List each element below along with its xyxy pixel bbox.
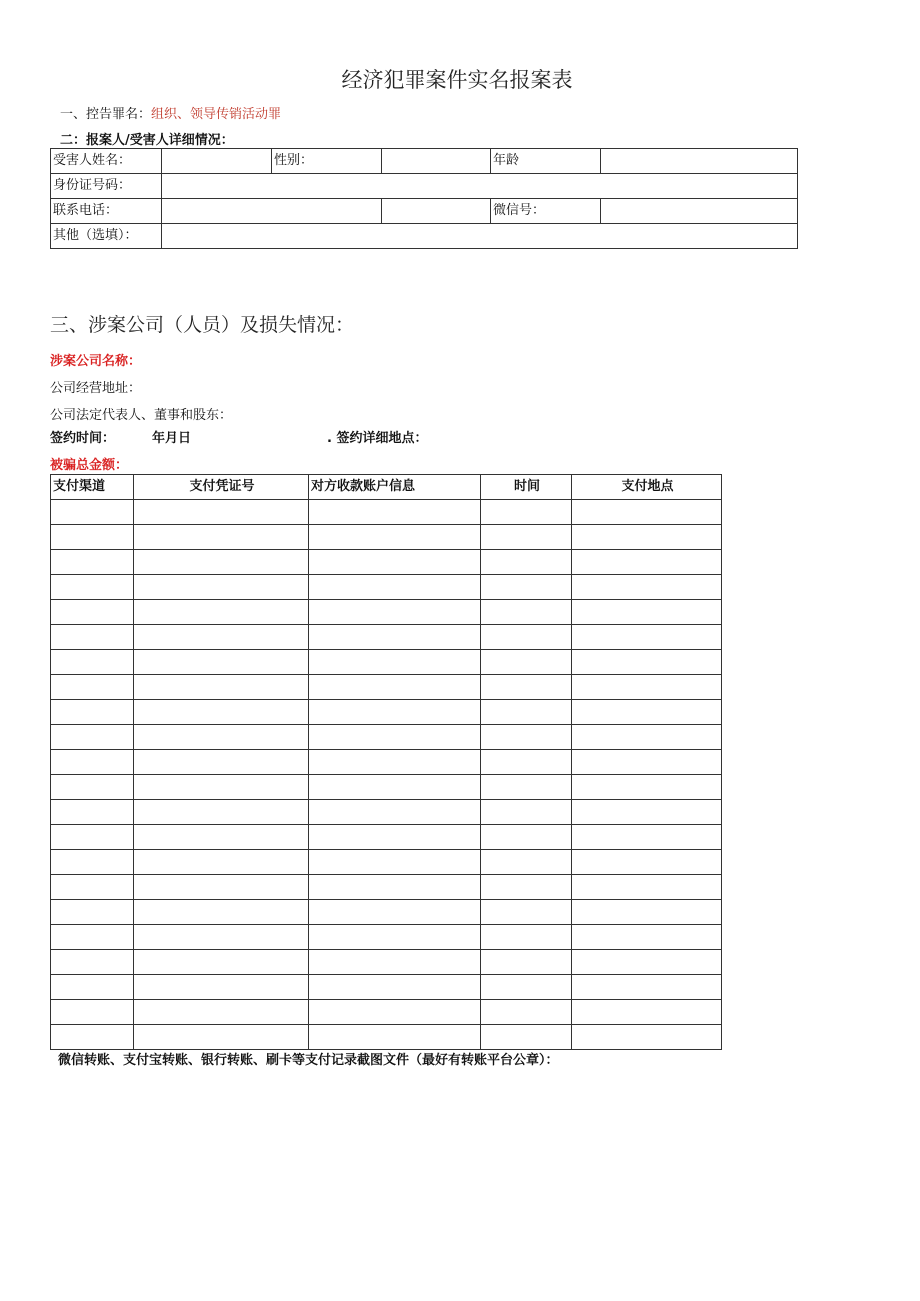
table-row (51, 775, 722, 800)
payment-channel-cell[interactable] (51, 575, 134, 600)
table-row (51, 1000, 722, 1025)
payment-channel-cell[interactable] (51, 625, 134, 650)
time-cell[interactable] (481, 925, 572, 950)
payee-account-cell[interactable] (309, 925, 481, 950)
table-row (51, 1025, 722, 1050)
payment-channel-cell[interactable] (51, 875, 134, 900)
age-label: 年龄 (491, 149, 601, 174)
payment-channel-cell[interactable] (51, 725, 134, 750)
voucher-number-cell[interactable] (134, 775, 309, 800)
time-cell[interactable] (481, 750, 572, 775)
time-cell[interactable] (481, 725, 572, 750)
time-cell[interactable] (481, 1000, 572, 1025)
payment-location-cell[interactable] (572, 550, 722, 575)
table-row (51, 650, 722, 675)
payment-channel-cell[interactable] (51, 1000, 134, 1025)
payment-location-cell[interactable] (572, 1025, 722, 1050)
payee-account-cell[interactable] (309, 750, 481, 775)
payment-location-cell[interactable] (572, 750, 722, 775)
table-row (51, 850, 722, 875)
payment-channel-cell[interactable] (51, 1025, 134, 1050)
payment-channel-cell[interactable] (51, 850, 134, 875)
voucher-number-cell[interactable] (134, 550, 309, 575)
payment-location-cell[interactable] (572, 725, 722, 750)
payee-account-cell[interactable] (309, 625, 481, 650)
voucher-number-cell[interactable] (134, 650, 309, 675)
table-row (51, 600, 722, 625)
payment-records-note: 微信转账、支付宝转账、银行转账、刷卡等支付记录截图文件（最好有转账平台公章）： (58, 1053, 559, 1068)
table-row (51, 525, 722, 550)
payee-account-cell[interactable] (309, 575, 481, 600)
header-voucher-number: 支付凭证号 (134, 475, 309, 500)
time-cell[interactable] (481, 1025, 572, 1050)
table-row (51, 875, 722, 900)
time-cell[interactable] (481, 675, 572, 700)
time-cell[interactable] (481, 525, 572, 550)
time-cell[interactable] (481, 775, 572, 800)
phone-label: 联系电话： (51, 199, 162, 224)
payment-table (50, 474, 722, 1050)
time-cell[interactable] (481, 600, 572, 625)
gender-label: 性别： (272, 149, 382, 174)
payment-channel-cell[interactable] (51, 800, 134, 825)
payment-location-cell[interactable] (572, 625, 722, 650)
victim-name-label: 受害人姓名： (51, 149, 162, 174)
voucher-number-cell[interactable] (134, 1000, 309, 1025)
voucher-number-cell[interactable] (134, 725, 309, 750)
payment-location-cell[interactable] (572, 975, 722, 1000)
time-cell[interactable] (481, 625, 572, 650)
payee-account-cell[interactable] (309, 800, 481, 825)
payment-channel-cell[interactable] (51, 950, 134, 975)
table-header-row (51, 475, 722, 500)
table-row (51, 900, 722, 925)
sign-date-label: 年月日 (152, 431, 192, 446)
table-row (51, 975, 722, 1000)
payee-account-cell[interactable] (309, 700, 481, 725)
payee-account-cell[interactable] (309, 550, 481, 575)
company-address-label: 公司经营地址： (50, 381, 142, 396)
accusation-line (60, 103, 281, 122)
payee-account-cell[interactable] (309, 500, 481, 525)
table-row (51, 625, 722, 650)
payment-location-cell[interactable] (572, 925, 722, 950)
time-cell[interactable] (481, 575, 572, 600)
payment-channel-cell[interactable] (51, 925, 134, 950)
time-cell[interactable] (481, 900, 572, 925)
payment-location-cell[interactable] (572, 900, 722, 925)
payment-channel-cell[interactable] (51, 500, 134, 525)
table-row (51, 500, 722, 525)
legal-representative-label: 公司法定代表人、董事和股东： (50, 408, 233, 423)
payment-channel-cell[interactable] (51, 775, 134, 800)
payment-location-cell[interactable] (572, 700, 722, 725)
table-row (51, 149, 798, 174)
payee-account-cell[interactable] (309, 775, 481, 800)
other-field[interactable] (162, 224, 798, 249)
payment-location-cell[interactable] (572, 500, 722, 525)
other-label: 其他（选填）： (51, 224, 162, 249)
wechat-field[interactable] (601, 199, 798, 224)
voucher-number-cell[interactable] (134, 700, 309, 725)
gender-field[interactable] (382, 149, 491, 174)
payment-location-cell[interactable] (572, 875, 722, 900)
voucher-number-cell[interactable] (134, 850, 309, 875)
id-number-label: 身份证号码： (51, 174, 162, 199)
payee-account-cell[interactable] (309, 650, 481, 675)
payee-account-cell[interactable] (309, 900, 481, 925)
payment-location-cell[interactable] (572, 775, 722, 800)
payment-location-cell[interactable] (572, 1000, 722, 1025)
payee-account-cell[interactable] (309, 525, 481, 550)
time-cell[interactable] (481, 850, 572, 875)
payment-channel-cell[interactable] (51, 750, 134, 775)
time-cell[interactable] (481, 950, 572, 975)
table-row (51, 224, 798, 249)
payment-location-cell[interactable] (572, 600, 722, 625)
payment-channel-cell[interactable] (51, 900, 134, 925)
voucher-number-cell[interactable] (134, 625, 309, 650)
payee-account-cell[interactable] (309, 875, 481, 900)
sign-place-label: . 签约详细地点： (327, 431, 428, 446)
voucher-number-cell[interactable] (134, 825, 309, 850)
table-row (51, 925, 722, 950)
time-cell[interactable] (481, 800, 572, 825)
payment-table-body (51, 500, 722, 1050)
payment-location-cell[interactable] (572, 950, 722, 975)
table-row (51, 174, 798, 199)
payment-location-cell[interactable] (572, 825, 722, 850)
payment-channel-cell[interactable] (51, 825, 134, 850)
time-cell[interactable] (481, 650, 572, 675)
sign-time-label: 签约时间： (50, 431, 116, 446)
voucher-number-cell[interactable] (134, 925, 309, 950)
payment-channel-cell[interactable] (51, 650, 134, 675)
time-cell[interactable] (481, 825, 572, 850)
table-row (51, 575, 722, 600)
table-row (51, 700, 722, 725)
payee-account-cell[interactable] (309, 850, 481, 875)
victim-name-field[interactable] (162, 149, 272, 174)
voucher-number-cell[interactable] (134, 900, 309, 925)
table-row (51, 750, 722, 775)
time-cell[interactable] (481, 975, 572, 1000)
voucher-number-cell[interactable] (134, 875, 309, 900)
payment-location-cell[interactable] (572, 575, 722, 600)
payee-account-cell[interactable] (309, 825, 481, 850)
phone-extra-field[interactable] (382, 199, 491, 224)
voucher-number-cell[interactable] (134, 675, 309, 700)
voucher-number-cell[interactable] (134, 800, 309, 825)
payment-channel-cell[interactable] (51, 700, 134, 725)
payment-location-cell[interactable] (572, 650, 722, 675)
payee-account-cell[interactable] (309, 1000, 481, 1025)
time-cell[interactable] (481, 875, 572, 900)
table-row (51, 725, 722, 750)
payment-channel-cell[interactable] (51, 975, 134, 1000)
phone-field[interactable] (162, 199, 382, 224)
company-name-label: 涉案公司名称： (50, 354, 142, 369)
victim-info-table (50, 148, 798, 249)
header-payment-channel: 支付渠道 (51, 475, 134, 500)
payee-account-cell[interactable] (309, 975, 481, 1000)
company-section-heading: 三、涉案公司（人员）及损失情况： (50, 314, 355, 336)
payment-channel-cell[interactable] (51, 525, 134, 550)
table-row (51, 550, 722, 575)
payment-channel-cell[interactable] (51, 675, 134, 700)
accusation-value: 组织、领导传销活动罪 (151, 107, 282, 122)
voucher-number-cell[interactable] (134, 950, 309, 975)
table-row (51, 950, 722, 975)
payee-account-cell[interactable] (309, 1025, 481, 1050)
payee-account-cell[interactable] (309, 675, 481, 700)
time-cell[interactable] (481, 700, 572, 725)
victim-section-heading: 二：报案人/受害人详细情况： (60, 133, 234, 148)
time-cell[interactable] (481, 550, 572, 575)
table-row (51, 825, 722, 850)
payment-location-cell[interactable] (572, 850, 722, 875)
voucher-number-cell[interactable] (134, 525, 309, 550)
header-payment-location: 支付地点 (572, 475, 722, 500)
voucher-number-cell[interactable] (134, 575, 309, 600)
table-row (51, 800, 722, 825)
time-cell[interactable] (481, 500, 572, 525)
voucher-number-cell[interactable] (134, 1025, 309, 1050)
total-loss-label: 被骗总金额： (50, 458, 129, 473)
age-field[interactable] (601, 149, 798, 174)
header-time: 时间 (481, 475, 572, 500)
page-title: 经济犯罪案件实名报案表 (341, 68, 573, 92)
payee-account-cell[interactable] (309, 600, 481, 625)
payee-account-cell[interactable] (309, 950, 481, 975)
payment-channel-cell[interactable] (51, 550, 134, 575)
header-payee-account: 对方收款账户信息 (309, 475, 481, 500)
payment-location-cell[interactable] (572, 675, 722, 700)
wechat-label: 微信号： (491, 199, 601, 224)
id-number-field[interactable] (162, 174, 798, 199)
table-row (51, 675, 722, 700)
payee-account-cell[interactable] (309, 725, 481, 750)
accusation-label: 一、控告罪名： (60, 107, 152, 122)
voucher-number-cell[interactable] (134, 975, 309, 1000)
payment-location-cell[interactable] (572, 800, 722, 825)
voucher-number-cell[interactable] (134, 500, 309, 525)
voucher-number-cell[interactable] (134, 750, 309, 775)
payment-channel-cell[interactable] (51, 600, 134, 625)
voucher-number-cell[interactable] (134, 600, 309, 625)
payment-location-cell[interactable] (572, 525, 722, 550)
table-row (51, 199, 798, 224)
